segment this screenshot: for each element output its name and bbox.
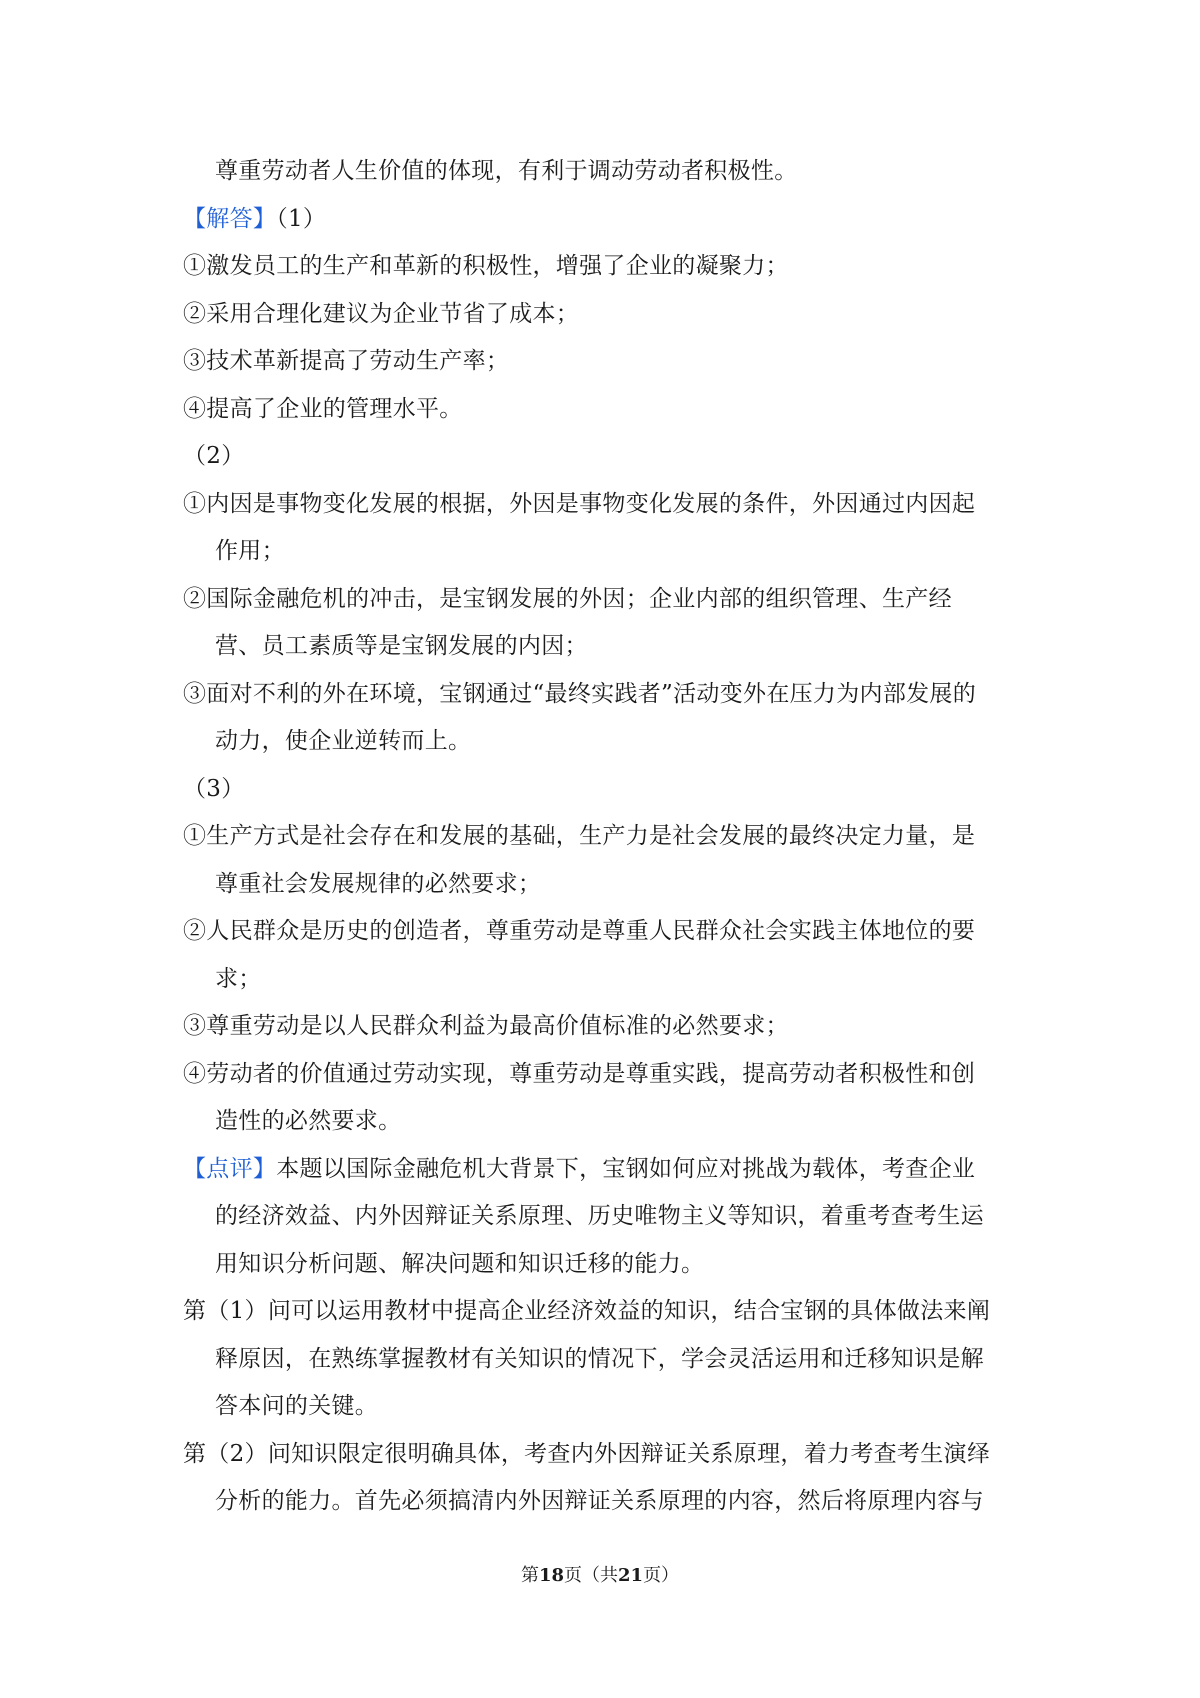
answer-tag: 【解答】 bbox=[183, 205, 277, 232]
text-line: ①内因是事物变化发展的根据，外因是事物变化发展的条件，外因通过内因起 bbox=[183, 490, 976, 517]
text-line: ③尊重劳动是以人民群众利益为最高价值标准的必然要求； bbox=[183, 1013, 789, 1039]
text-line: ②人民群众是历史的创造者，尊重劳动是尊重人民群众社会实践主体地位的要 bbox=[183, 918, 976, 944]
text-line: 用知识分析问题、解决问题和知识迁移的能力。 bbox=[215, 1250, 705, 1277]
text-line: ①生产方式是社会存在和发展的基础，生产力是社会发展的最终决定力量，是 bbox=[183, 823, 976, 849]
text-line: 求； bbox=[215, 965, 262, 992]
text-line: 的经济效益、内外因辩证关系原理、历史唯物主义等知识，着重考查考生运 bbox=[215, 1203, 984, 1229]
text-line: ②采用合理化建议为企业节省了成本； bbox=[183, 300, 580, 327]
text-line: ④提高了企业的管理水平。 bbox=[183, 395, 463, 422]
text-line: 动力，使企业逆转而上。 bbox=[215, 728, 472, 754]
comment-tag: 【点评】 bbox=[183, 1155, 277, 1182]
comment-heading-line: 【点评】本题以国际金融危机大背景下，宝钢如何应对挑战为载体，考查企业 bbox=[183, 1155, 976, 1182]
text-line: 营、员工素质等是宝钢发展的内因； bbox=[215, 633, 588, 659]
text-line: ③技术革新提高了劳动生产率； bbox=[183, 348, 510, 374]
text-line: 作用； bbox=[215, 538, 285, 564]
text-line: 分析的能力。首先必须搞清内外因辩证关系原理的内容，然后将原理内容与 bbox=[215, 1488, 984, 1514]
text-line: 答本问的关键。 bbox=[215, 1393, 379, 1419]
text-line: 尊重劳动者人生价值的体现，有利于调动劳动者积极性。 bbox=[215, 158, 798, 184]
page-total: 21 bbox=[618, 1565, 644, 1586]
page-footer: 第18页（共21页） bbox=[520, 1565, 680, 1586]
text-line: 第（1）问可以运用教材中提高企业经济效益的知识，结合宝钢的具体做法来阐 bbox=[183, 1298, 991, 1324]
page-number: 18 bbox=[538, 1565, 564, 1586]
text-line: ②国际金融危机的冲击，是宝钢发展的外因；企业内部的组织管理、生产经 bbox=[183, 585, 952, 612]
text-line: ①激发员工的生产和革新的积极性，增强了企业的凝聚力； bbox=[183, 253, 789, 279]
text-line: 释原因，在熟练掌握教材有关知识的情况下，学会灵活运用和迁移知识是解 bbox=[215, 1345, 984, 1372]
section-number-line: （3） bbox=[183, 775, 245, 802]
text-line: 造性的必然要求。 bbox=[215, 1108, 402, 1134]
section-number-line: （2） bbox=[183, 443, 245, 469]
document-body bbox=[183, 148, 1023, 1526]
text-line: 第（2）问知识限定很明确具体，考查内外因辩证关系原理，着力考查考生演绎 bbox=[183, 1440, 991, 1467]
text-line: 尊重社会发展规律的必然要求； bbox=[215, 870, 542, 897]
text-line: ③面对不利的外在环境，宝钢通过“最终实践者”活动变外在压力为内部发展的 bbox=[183, 680, 977, 707]
answer-heading-line: 【解答】（1） bbox=[183, 205, 327, 232]
text-line: ④劳动者的价值通过劳动实现，尊重劳动是尊重实践，提高劳动者积极性和创 bbox=[183, 1060, 976, 1087]
